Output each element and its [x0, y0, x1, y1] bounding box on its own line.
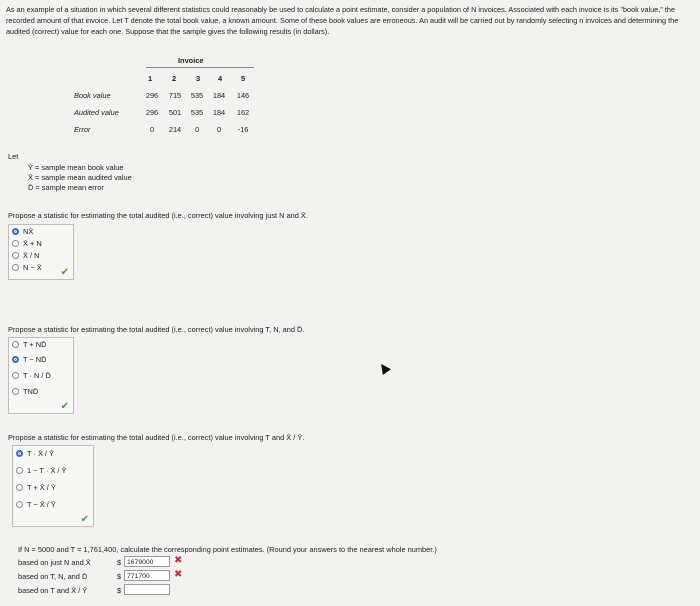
table-row-label: Error — [74, 125, 91, 134]
radio-icon[interactable] — [12, 264, 19, 271]
radio-icon[interactable] — [12, 372, 19, 379]
currency-sign: $ — [117, 586, 122, 595]
correct-check-icon: ✔ — [60, 401, 69, 412]
table-cell: 535 — [190, 91, 204, 100]
q2-option[interactable]: TND̄ — [12, 386, 38, 397]
q1-prompt: Propose a statistic for estimating the total audited (i.e., correct) value involving just N and X̄. — [8, 211, 308, 220]
incorrect-x-icon: ✖ — [174, 569, 183, 580]
radio-icon[interactable] — [12, 240, 19, 247]
table-col-header: 4 — [217, 74, 223, 83]
q2-option[interactable]: T − ND̄ — [12, 354, 46, 365]
radio-icon[interactable] — [12, 341, 19, 348]
table-cell: 184 — [212, 91, 226, 100]
correct-check-icon: ✔ — [60, 267, 69, 278]
q3-option[interactable]: T · X̄ / Ȳ — [16, 448, 54, 459]
radio-selected-icon[interactable] — [16, 450, 23, 457]
radio-icon[interactable] — [16, 467, 23, 474]
q3-option[interactable]: T + X̄ / Ȳ — [16, 482, 56, 493]
table-row-label: Book value — [74, 91, 111, 100]
q4-row-label: based on T, N, and D̄ — [18, 572, 88, 581]
table-cell: 0 — [216, 125, 222, 134]
currency-sign: $ — [117, 558, 122, 567]
table-cell: 162 — [236, 108, 250, 117]
table-cell: 715 — [168, 91, 182, 100]
currency-sign: $ — [117, 572, 122, 581]
q3-option[interactable]: 1 − T · X̄ / Ȳ — [16, 465, 66, 476]
table-title: Invoice — [178, 56, 204, 65]
radio-selected-icon[interactable] — [12, 228, 19, 235]
radio-icon[interactable] — [12, 388, 19, 395]
q4-prompt: If N = 5000 and T = 1,761,400, calculate the corresponding point estimates. (Round your answers to the nearest whole number.) — [18, 545, 437, 554]
radio-icon[interactable] — [12, 252, 19, 259]
table-col-header: 3 — [195, 74, 201, 83]
mouse-cursor-icon — [377, 361, 391, 375]
incorrect-x-icon: ✖ — [174, 555, 183, 566]
estimate-input-t-n-dbar[interactable]: 771700 — [124, 570, 170, 581]
table-cell: 0 — [149, 125, 155, 134]
q2-option[interactable]: T · N / D̄ — [12, 370, 51, 381]
q3-prompt: Propose a statistic for estimating the total audited (i.e., correct) value involving T and X̄ / Ȳ. — [8, 433, 305, 442]
table-cell: 0 — [194, 125, 200, 134]
radio-icon[interactable] — [16, 484, 23, 491]
radio-icon[interactable] — [16, 501, 23, 508]
table-row-label: Audited value — [74, 108, 119, 117]
estimate-input-t-ratio[interactable] — [124, 584, 170, 595]
let-label: Let — [8, 152, 19, 161]
radio-selected-icon[interactable] — [12, 356, 19, 363]
table-col-header: 5 — [240, 74, 246, 83]
table-cell: 296 — [145, 108, 159, 117]
definition-ybar: Ȳ = sample mean book value — [28, 163, 124, 172]
table-cell: 214 — [168, 125, 182, 134]
estimate-input-n-xbar[interactable]: 1679000 — [124, 556, 170, 567]
definition-dbar: D̄ = sample mean error — [28, 183, 104, 192]
definitions — [28, 163, 132, 193]
correct-check-icon: ✔ — [80, 514, 89, 525]
table-cell: 296 — [145, 91, 159, 100]
q1-option[interactable]: NX̄ — [12, 226, 33, 237]
table-col-header: 1 — [147, 74, 153, 83]
q2-option-group — [8, 337, 74, 414]
q2-prompt: Propose a statistic for estimating the total audited (i.e., correct) value involving T, N, and D̄. — [8, 325, 305, 334]
q4-row-label: based on just N and X̄ — [18, 558, 91, 567]
q1-option[interactable]: X̄ + N — [12, 238, 42, 249]
q1-option[interactable]: N − X̄ — [12, 262, 42, 273]
table-cell: 146 — [236, 91, 250, 100]
definition-xbar: X̄ = sample mean audited value — [28, 173, 132, 182]
problem-intro: As an example of a situation in which several different statistics could reasonably be used to calculate a point estimate, consider a population of N invoices. Associated with each invoice is its "book value," the recorded amount of that invoice. Let T denote the total book value, a known amount. Some of these book values are erroneous. An audit will be carried out by randomly selecting n invoices and determining the audited (correct) value for each one. Suppose that the sample gives the following results (in dollars). — [6, 5, 679, 36]
table-cell: 184 — [212, 108, 226, 117]
table-cell: -16 — [237, 125, 249, 134]
table-header-rule — [146, 67, 254, 68]
table-cell: 501 — [168, 108, 182, 117]
q1-option[interactable]: X̄ / N — [12, 250, 39, 261]
q3-option[interactable]: T − X̄ / Ȳ — [16, 499, 56, 510]
q2-option[interactable]: T + ND̄ — [12, 339, 46, 350]
table-cell: 535 — [190, 108, 204, 117]
q4-row-label: based on T and X̄ / Ȳ — [18, 586, 88, 595]
table-col-header: 2 — [171, 74, 177, 83]
q3-option-group — [12, 445, 94, 527]
q1-option-group — [8, 224, 74, 280]
